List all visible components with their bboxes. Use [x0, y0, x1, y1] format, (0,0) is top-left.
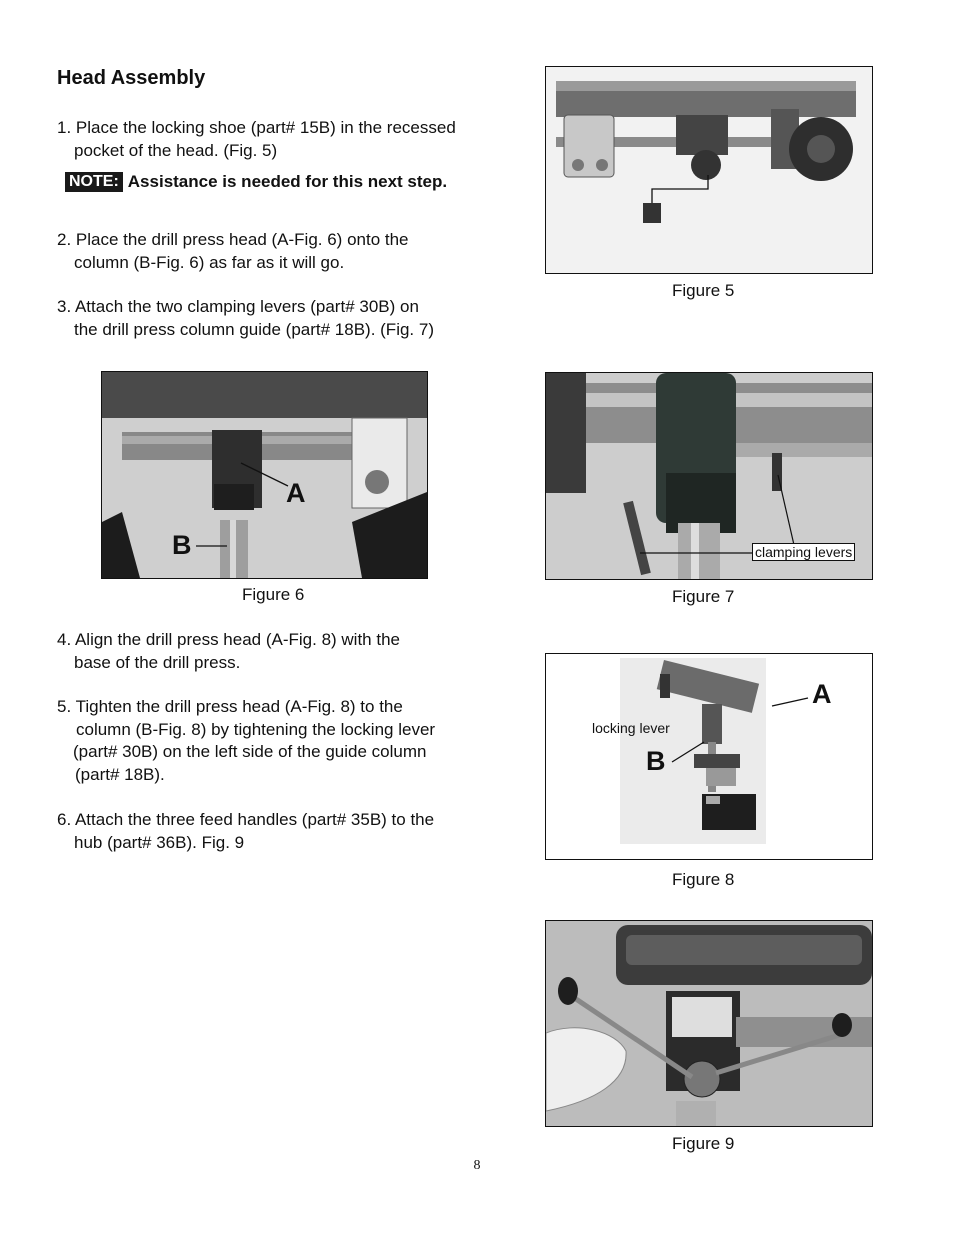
step-3-line-2: the drill press column guide (part# 18B). (Fig. 7) [74, 319, 434, 339]
figure-5-caption: Figure 5 [672, 281, 735, 300]
figure-7-photo [545, 372, 873, 580]
step-4-line-2: base of the drill press. [74, 652, 241, 672]
step-5 [57, 696, 435, 786]
figure-7-caption: Figure 7 [672, 587, 735, 606]
step-1 [57, 117, 456, 162]
step-4-line-1: 4. Align the drill press head (A-Fig. 8) with the [57, 630, 400, 649]
figure-7-label: clamping levers [752, 543, 855, 561]
step-2 [57, 229, 409, 274]
note-badge: NOTE: [65, 172, 123, 192]
figure-5-photo [545, 66, 873, 274]
figure-8-label-a: A [812, 679, 832, 709]
step-3-line-1: 3. Attach the two clamping levers (part# 30B) on [57, 297, 419, 316]
figure-6-label-a: A [286, 478, 306, 508]
figure-8-label-b: B [646, 746, 666, 776]
step-2-line-2: column (B-Fig. 6) as far as it will go. [74, 252, 345, 272]
step-6-line-2: hub (part# 36B). Fig. 9 [74, 832, 245, 852]
note-text: Assistance is needed for this next step. [127, 172, 448, 191]
figure-8-label: locking lever [592, 720, 670, 736]
figure-8-caption: Figure 8 [672, 870, 735, 889]
step-5-line-2: column (B-Fig. 8) by tightening the locking lever [76, 719, 436, 739]
step-4 [57, 629, 400, 674]
step-6-line-1: 6. Attach the three feed handles (part# 35B) to the [57, 810, 435, 829]
step-2-line-1: 2. Place the drill press head (A-Fig. 6) onto the [57, 230, 409, 249]
figure-6-caption: Figure 6 [242, 585, 305, 604]
figure-9-caption: Figure 9 [672, 1134, 735, 1153]
section-heading: Head Assembly [57, 67, 206, 89]
figure-9-photo [545, 920, 873, 1127]
step-6 [57, 809, 434, 854]
figure-6-photo [101, 371, 428, 579]
step-5-line-1: 5. Tighten the drill press head (A-Fig. 8) to the [57, 697, 403, 716]
figure-6-label-b: B [172, 530, 192, 560]
note [65, 172, 447, 192]
step-3 [57, 296, 434, 341]
page-number: 8 [473, 1158, 481, 1173]
step-5-line-4: (part# 18B). [75, 764, 165, 784]
step-1-line-2: pocket of the head. (Fig. 5) [74, 140, 278, 160]
step-1-line-1: 1. Place the locking shoe (part# 15B) in the recessed [57, 118, 456, 137]
step-5-line-3: (part# 30B) on the left side of the guide column [73, 742, 427, 761]
figure-8-photo [545, 653, 873, 860]
